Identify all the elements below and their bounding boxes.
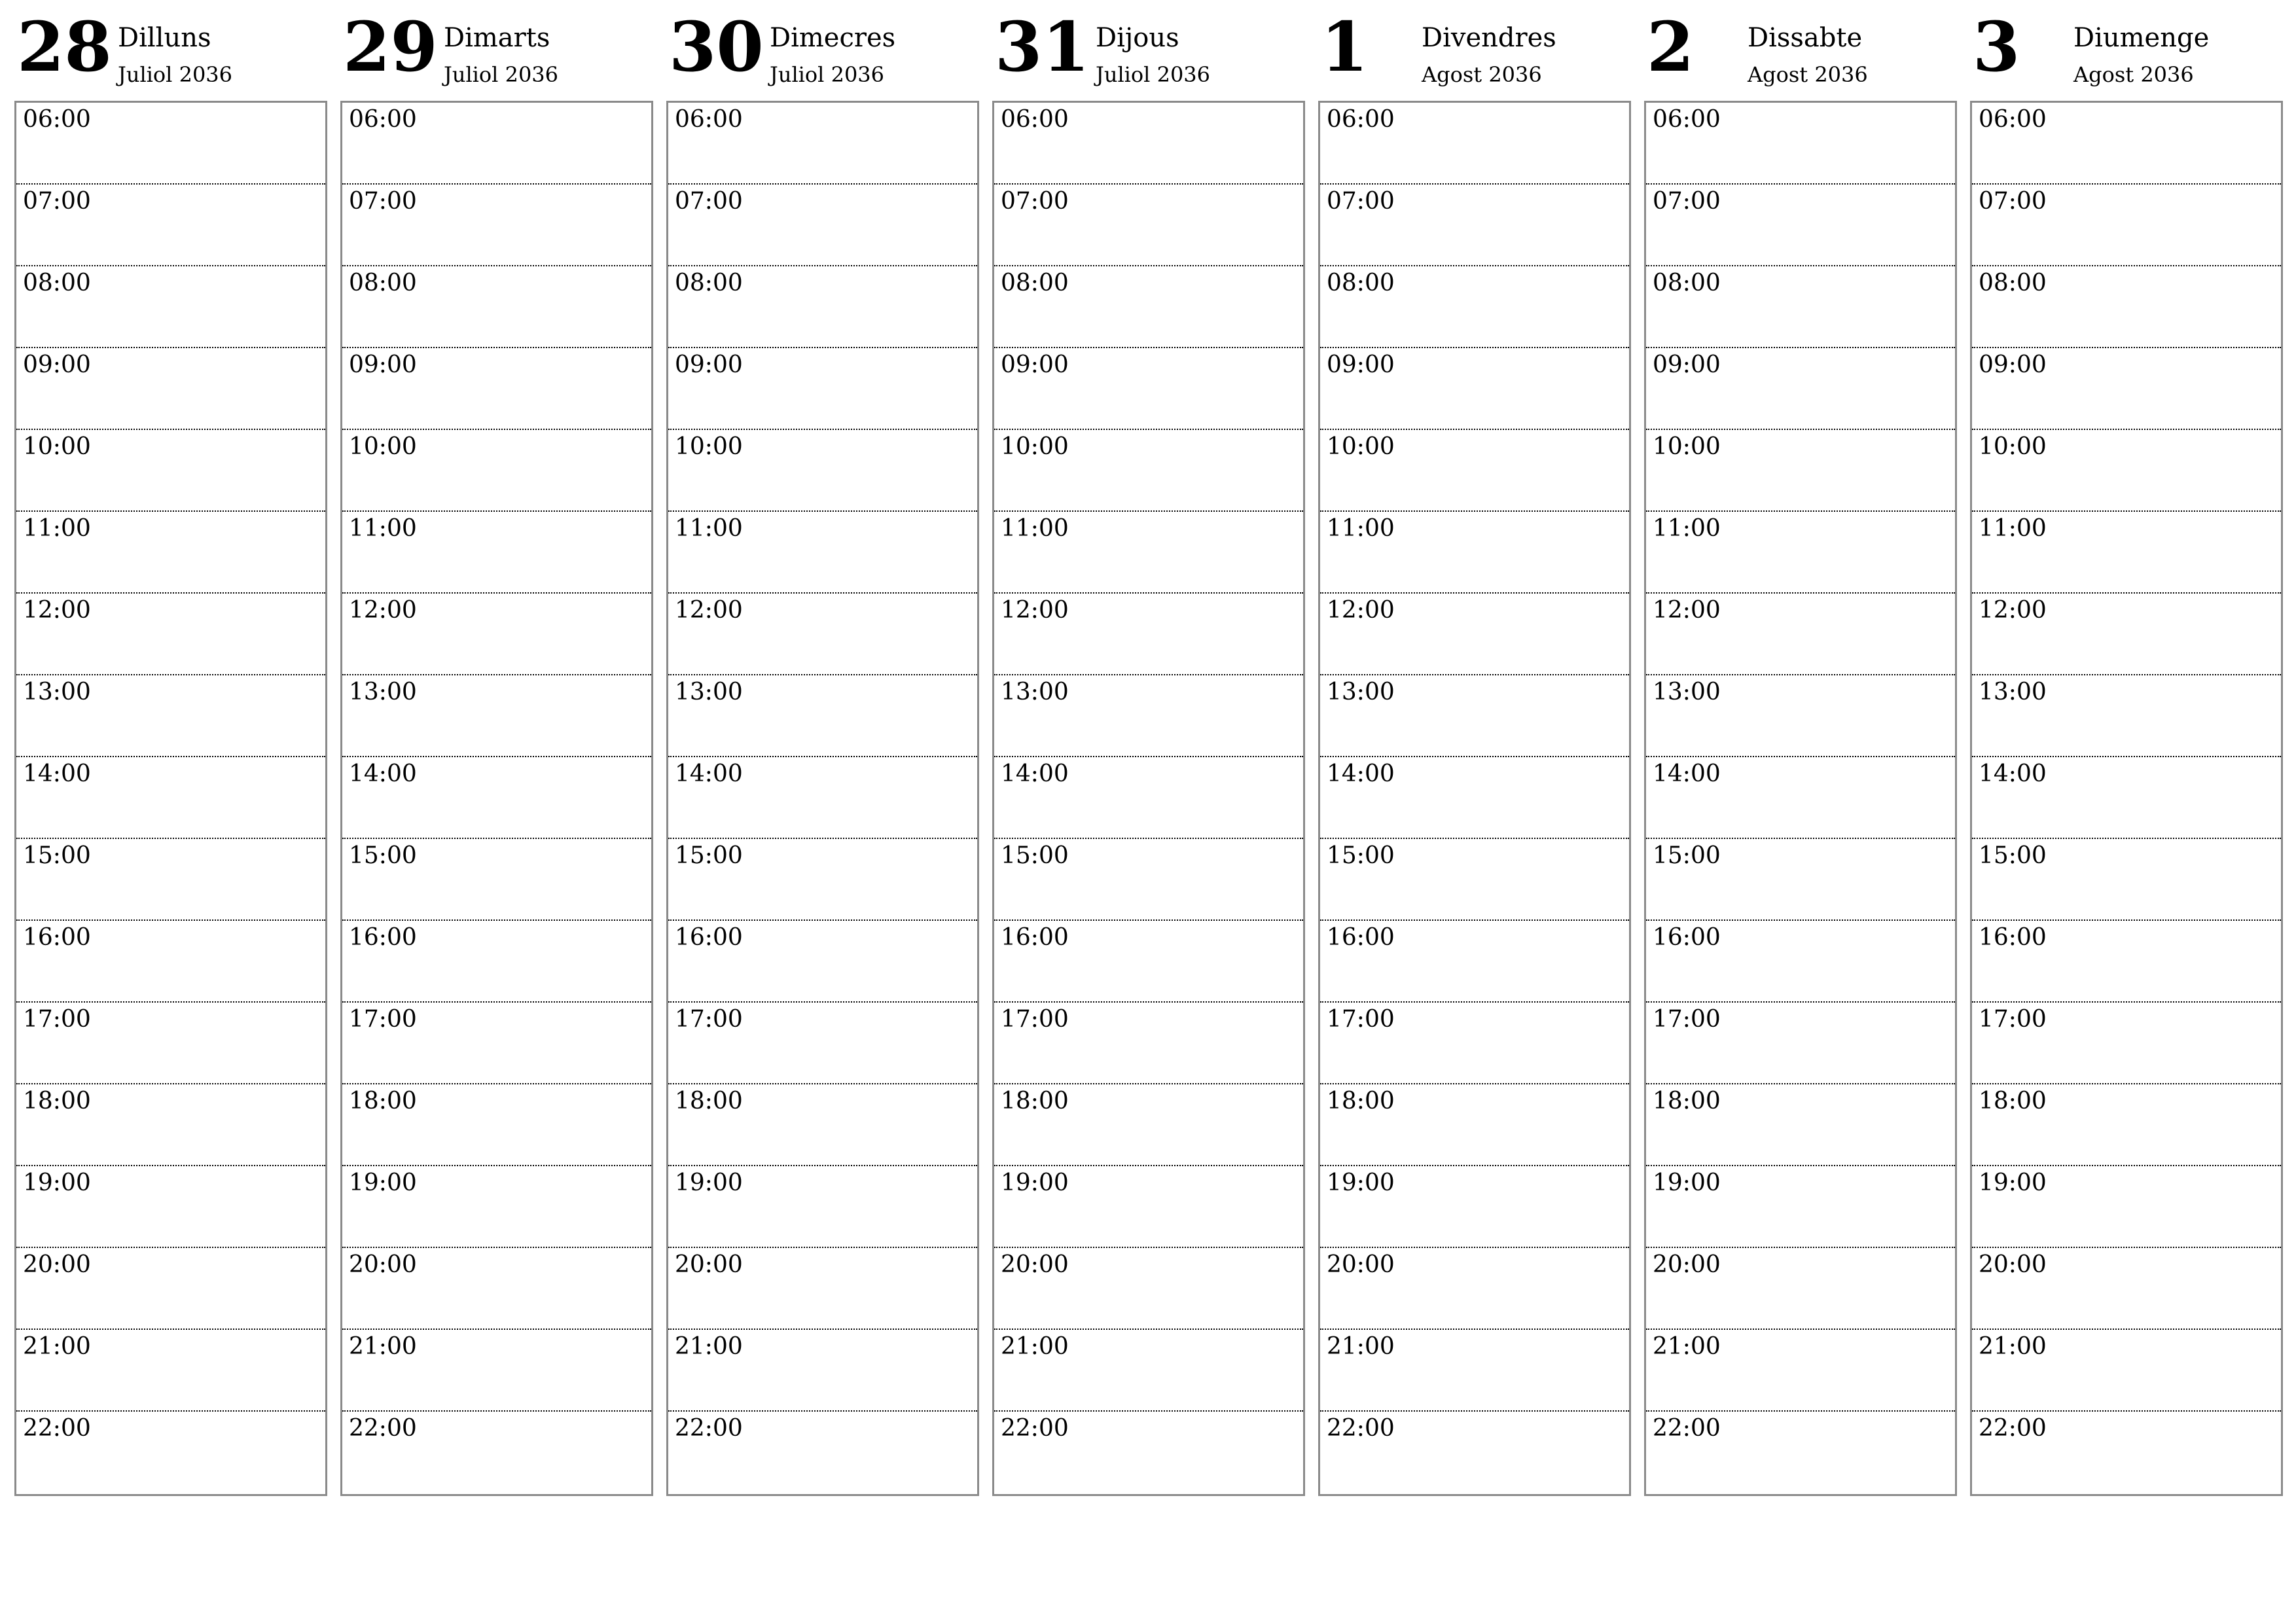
day-number: 3: [1973, 7, 2020, 87]
hour-label: 11:00: [23, 515, 91, 542]
hour-label: 09:00: [23, 351, 91, 378]
hour-label: 08:00: [1001, 270, 1069, 296]
hour-label: 20:00: [23, 1251, 91, 1278]
hour-label: 10:00: [1001, 433, 1069, 460]
hour-slot: [1320, 839, 1629, 921]
hour-slot: [1646, 266, 1955, 348]
hour-label: 17:00: [23, 1006, 91, 1033]
hour-slot: [668, 266, 977, 348]
hour-slot: [668, 430, 977, 512]
hour-label: 21:00: [1327, 1333, 1395, 1360]
hour-label: 22:00: [23, 1415, 91, 1442]
hour-label: 19:00: [1327, 1169, 1395, 1196]
hour-slot: [342, 1084, 651, 1166]
hour-slot: [1320, 185, 1629, 266]
day-schedule-box: [666, 101, 979, 1496]
day-month-year: Agost 2036: [1422, 62, 1542, 87]
hour-label: 06:00: [1653, 106, 1721, 133]
hour-slot: [342, 266, 651, 348]
hour-slot: [1646, 430, 1955, 512]
hour-slot: [342, 675, 651, 757]
hour-label: 11:00: [349, 515, 417, 542]
hour-slot: [16, 594, 325, 675]
hour-label: 19:00: [1979, 1169, 2047, 1196]
day-column: [340, 0, 653, 1505]
hour-slot: [1320, 348, 1629, 430]
hour-label: 06:00: [349, 106, 417, 133]
hour-slot: [668, 1330, 977, 1412]
hour-slot: [1320, 266, 1629, 348]
hour-slot: [342, 430, 651, 512]
hour-label: 13:00: [1327, 679, 1395, 705]
hour-slot: [994, 675, 1303, 757]
hour-label: 19:00: [349, 1169, 417, 1196]
hour-slot: [1972, 594, 2281, 675]
day-name: Dijous: [1096, 23, 1179, 53]
hour-label: 10:00: [675, 433, 743, 460]
hour-slot: [16, 266, 325, 348]
hour-label: 11:00: [1653, 515, 1721, 542]
hour-label: 18:00: [675, 1088, 743, 1115]
hour-slot: [994, 1330, 1303, 1412]
hour-label: 08:00: [1979, 270, 2047, 296]
hour-label: 14:00: [349, 760, 417, 787]
hour-slot: [16, 1003, 325, 1084]
hour-label: 18:00: [1327, 1088, 1395, 1115]
hour-slot: [1646, 675, 1955, 757]
hour-slot: [994, 1412, 1303, 1493]
hour-slot: [1646, 1248, 1955, 1330]
hour-slot: [342, 1330, 651, 1412]
hour-label: 11:00: [1001, 515, 1069, 542]
hour-slot: [668, 185, 977, 266]
hour-label: 07:00: [23, 188, 91, 215]
hour-label: 21:00: [1001, 1333, 1069, 1360]
hour-label: 15:00: [1001, 842, 1069, 869]
hour-label: 09:00: [1001, 351, 1069, 378]
day-name: Dimecres: [770, 23, 896, 53]
hour-slot: [1320, 921, 1629, 1003]
day-header: [992, 0, 1305, 98]
day-column: [14, 0, 327, 1505]
hour-label: 07:00: [349, 188, 417, 215]
hour-label: 15:00: [675, 842, 743, 869]
hour-slot: [668, 594, 977, 675]
hour-slot: [342, 512, 651, 594]
hour-label: 20:00: [1653, 1251, 1721, 1278]
hour-slot: [16, 348, 325, 430]
hour-label: 12:00: [1653, 597, 1721, 624]
hour-label: 08:00: [675, 270, 743, 296]
hour-label: 06:00: [1979, 106, 2047, 133]
day-month-year: Agost 2036: [1748, 62, 1868, 87]
day-name: Divendres: [1422, 23, 1556, 53]
hour-label: 10:00: [23, 433, 91, 460]
hour-label: 14:00: [1327, 760, 1395, 787]
hour-label: 21:00: [23, 1333, 91, 1360]
hour-slot: [1320, 512, 1629, 594]
day-name: Dissabte: [1748, 23, 1863, 53]
hour-slot: [342, 1248, 651, 1330]
hour-label: 15:00: [1327, 842, 1395, 869]
hour-slot: [1646, 1330, 1955, 1412]
hour-slot: [994, 103, 1303, 185]
hour-slot: [342, 103, 651, 185]
hour-label: 06:00: [675, 106, 743, 133]
hour-slot: [342, 921, 651, 1003]
day-name: Dilluns: [118, 23, 211, 53]
hour-label: 20:00: [349, 1251, 417, 1278]
day-month-year: Juliol 2036: [118, 62, 233, 87]
hour-label: 17:00: [1979, 1006, 2047, 1033]
hour-slot: [994, 512, 1303, 594]
hour-label: 16:00: [1327, 924, 1395, 951]
day-number: 28: [17, 7, 112, 87]
hour-label: 16:00: [675, 924, 743, 951]
hour-slot: [994, 921, 1303, 1003]
hour-label: 19:00: [23, 1169, 91, 1196]
hour-label: 14:00: [1001, 760, 1069, 787]
hour-label: 14:00: [1979, 760, 2047, 787]
day-schedule-box: [1318, 101, 1631, 1496]
hour-slot: [994, 266, 1303, 348]
hour-slot: [16, 103, 325, 185]
hour-label: 19:00: [675, 1169, 743, 1196]
hour-label: 22:00: [675, 1415, 743, 1442]
hour-label: 13:00: [23, 679, 91, 705]
hour-label: 06:00: [23, 106, 91, 133]
hour-slot: [1646, 1084, 1955, 1166]
hour-label: 09:00: [1979, 351, 2047, 378]
hour-slot: [1972, 185, 2281, 266]
hour-label: 18:00: [1979, 1088, 2047, 1115]
hour-label: 20:00: [1979, 1251, 2047, 1278]
hour-label: 11:00: [1979, 515, 2047, 542]
hour-slot: [1646, 103, 1955, 185]
hour-label: 21:00: [1979, 1333, 2047, 1360]
hour-slot: [16, 1084, 325, 1166]
day-header: [1970, 0, 2283, 98]
hour-slot: [1972, 1084, 2281, 1166]
hour-slot: [994, 594, 1303, 675]
day-schedule-box: [1970, 101, 2283, 1496]
hour-label: 09:00: [349, 351, 417, 378]
hour-label: 13:00: [349, 679, 417, 705]
hour-slot: [1972, 1248, 2281, 1330]
hour-label: 13:00: [1001, 679, 1069, 705]
hour-slot: [16, 430, 325, 512]
hour-label: 08:00: [1327, 270, 1395, 296]
hour-label: 22:00: [1001, 1415, 1069, 1442]
hour-slot: [16, 1166, 325, 1248]
hour-label: 22:00: [1653, 1415, 1721, 1442]
hour-label: 19:00: [1653, 1169, 1721, 1196]
hour-slot: [1972, 1003, 2281, 1084]
hour-slot: [1646, 512, 1955, 594]
hour-slot: [668, 512, 977, 594]
hour-label: 17:00: [1653, 1006, 1721, 1033]
hour-label: 16:00: [1001, 924, 1069, 951]
hour-slot: [342, 348, 651, 430]
weekly-planner: [14, 0, 2295, 1505]
hour-label: 12:00: [1327, 597, 1395, 624]
hour-label: 12:00: [23, 597, 91, 624]
hour-label: 15:00: [1653, 842, 1721, 869]
hour-label: 08:00: [23, 270, 91, 296]
hour-slot: [16, 757, 325, 839]
hour-slot: [342, 1412, 651, 1493]
hour-slot: [1972, 266, 2281, 348]
hour-label: 08:00: [1653, 270, 1721, 296]
day-schedule-box: [340, 101, 653, 1496]
hour-label: 18:00: [23, 1088, 91, 1115]
hour-label: 13:00: [1653, 679, 1721, 705]
hour-slot: [342, 594, 651, 675]
hour-slot: [1320, 1003, 1629, 1084]
hour-label: 22:00: [1327, 1415, 1395, 1442]
day-header: [1318, 0, 1631, 98]
day-schedule-box: [14, 101, 327, 1496]
hour-slot: [994, 430, 1303, 512]
hour-slot: [994, 1248, 1303, 1330]
hour-slot: [668, 1003, 977, 1084]
hour-slot: [1320, 757, 1629, 839]
hour-slot: [1646, 757, 1955, 839]
hour-slot: [1320, 1248, 1629, 1330]
day-schedule-box: [992, 101, 1305, 1496]
day-header: [666, 0, 979, 98]
hour-label: 09:00: [1327, 351, 1395, 378]
hour-slot: [1646, 185, 1955, 266]
day-month-year: Juliol 2036: [444, 62, 559, 87]
hour-slot: [1972, 921, 2281, 1003]
hour-slot: [668, 1412, 977, 1493]
hour-slot: [994, 1084, 1303, 1166]
hour-label: 13:00: [1979, 679, 2047, 705]
day-column: [666, 0, 979, 1505]
day-month-year: Juliol 2036: [770, 62, 885, 87]
day-number: 31: [995, 7, 1090, 87]
hour-label: 17:00: [1001, 1006, 1069, 1033]
hour-slot: [1972, 103, 2281, 185]
hour-label: 12:00: [675, 597, 743, 624]
hour-slot: [668, 757, 977, 839]
hour-slot: [1972, 757, 2281, 839]
hour-label: 12:00: [349, 597, 417, 624]
hour-label: 19:00: [1001, 1169, 1069, 1196]
hour-label: 10:00: [1327, 433, 1395, 460]
hour-label: 13:00: [675, 679, 743, 705]
hour-label: 21:00: [675, 1333, 743, 1360]
hour-label: 16:00: [1979, 924, 2047, 951]
hour-slot: [994, 348, 1303, 430]
day-name: Dimarts: [444, 23, 550, 53]
hour-label: 15:00: [349, 842, 417, 869]
day-header: [14, 0, 327, 98]
hour-label: 21:00: [349, 1333, 417, 1360]
hour-label: 15:00: [1979, 842, 2047, 869]
hour-label: 14:00: [23, 760, 91, 787]
hour-slot: [1972, 1330, 2281, 1412]
hour-slot: [1646, 921, 1955, 1003]
hour-slot: [668, 1084, 977, 1166]
hour-slot: [1646, 348, 1955, 430]
hour-slot: [342, 1166, 651, 1248]
hour-label: 18:00: [349, 1088, 417, 1115]
hour-label: 16:00: [349, 924, 417, 951]
hour-slot: [1972, 1166, 2281, 1248]
hour-label: 07:00: [1979, 188, 2047, 215]
hour-label: 16:00: [23, 924, 91, 951]
hour-slot: [16, 921, 325, 1003]
hour-slot: [994, 757, 1303, 839]
hour-slot: [1320, 1330, 1629, 1412]
hour-label: 14:00: [1653, 760, 1721, 787]
day-column: [992, 0, 1305, 1505]
hour-label: 07:00: [1001, 188, 1069, 215]
hour-label: 07:00: [1327, 188, 1395, 215]
day-month-year: Juliol 2036: [1096, 62, 1211, 87]
hour-label: 12:00: [1001, 597, 1069, 624]
hour-slot: [16, 839, 325, 921]
hour-slot: [1646, 839, 1955, 921]
hour-slot: [16, 1412, 325, 1493]
day-header: [340, 0, 653, 98]
hour-slot: [16, 1248, 325, 1330]
hour-slot: [1320, 675, 1629, 757]
hour-label: 20:00: [675, 1251, 743, 1278]
hour-slot: [1972, 675, 2281, 757]
hour-slot: [1320, 1166, 1629, 1248]
hour-slot: [16, 512, 325, 594]
hour-label: 15:00: [23, 842, 91, 869]
hour-label: 07:00: [675, 188, 743, 215]
hour-label: 10:00: [349, 433, 417, 460]
hour-slot: [342, 757, 651, 839]
hour-slot: [1646, 1166, 1955, 1248]
hour-slot: [668, 839, 977, 921]
day-schedule-box: [1644, 101, 1957, 1496]
hour-label: 09:00: [1653, 351, 1721, 378]
hour-label: 20:00: [1327, 1251, 1395, 1278]
hour-label: 10:00: [1979, 433, 2047, 460]
hour-slot: [1646, 1003, 1955, 1084]
hour-slot: [994, 1003, 1303, 1084]
hour-slot: [1320, 430, 1629, 512]
hour-label: 17:00: [349, 1006, 417, 1033]
day-column: [1644, 0, 1957, 1505]
day-number: 29: [343, 7, 438, 87]
hour-slot: [668, 1166, 977, 1248]
hour-label: 06:00: [1327, 106, 1395, 133]
hour-slot: [16, 1330, 325, 1412]
hour-slot: [16, 185, 325, 266]
hour-label: 14:00: [675, 760, 743, 787]
hour-label: 09:00: [675, 351, 743, 378]
hour-slot: [1320, 594, 1629, 675]
hour-label: 16:00: [1653, 924, 1721, 951]
day-number: 1: [1321, 7, 1369, 87]
hour-label: 22:00: [349, 1415, 417, 1442]
day-name: Diumenge: [2073, 23, 2210, 53]
hour-slot: [342, 839, 651, 921]
day-month-year: Agost 2036: [2073, 62, 2194, 87]
hour-slot: [1646, 1412, 1955, 1493]
hour-label: 08:00: [349, 270, 417, 296]
hour-slot: [994, 839, 1303, 921]
hour-slot: [1972, 839, 2281, 921]
hour-label: 18:00: [1653, 1088, 1721, 1115]
hour-slot: [668, 1248, 977, 1330]
day-column: [1970, 0, 2283, 1505]
hour-label: 20:00: [1001, 1251, 1069, 1278]
hour-slot: [342, 185, 651, 266]
day-number: 30: [669, 7, 764, 87]
hour-slot: [1972, 512, 2281, 594]
hour-slot: [994, 1166, 1303, 1248]
hour-slot: [668, 103, 977, 185]
hour-label: 18:00: [1001, 1088, 1069, 1115]
hour-slot: [668, 921, 977, 1003]
hour-slot: [1646, 594, 1955, 675]
hour-label: 12:00: [1979, 597, 2047, 624]
hour-slot: [1972, 430, 2281, 512]
hour-label: 06:00: [1001, 106, 1069, 133]
hour-slot: [668, 348, 977, 430]
hour-slot: [1972, 1412, 2281, 1493]
hour-label: 21:00: [1653, 1333, 1721, 1360]
hour-slot: [668, 675, 977, 757]
hour-slot: [994, 185, 1303, 266]
hour-label: 17:00: [1327, 1006, 1395, 1033]
hour-slot: [1320, 1084, 1629, 1166]
hour-label: 17:00: [675, 1006, 743, 1033]
hour-slot: [1320, 1412, 1629, 1493]
day-number: 2: [1647, 7, 1695, 87]
day-header: [1644, 0, 1957, 98]
hour-label: 11:00: [1327, 515, 1395, 542]
hour-label: 07:00: [1653, 188, 1721, 215]
hour-slot: [1320, 103, 1629, 185]
hour-slot: [342, 1003, 651, 1084]
hour-label: 10:00: [1653, 433, 1721, 460]
hour-label: 11:00: [675, 515, 743, 542]
day-column: [1318, 0, 1631, 1505]
hour-label: 22:00: [1979, 1415, 2047, 1442]
hour-slot: [1972, 348, 2281, 430]
hour-slot: [16, 675, 325, 757]
